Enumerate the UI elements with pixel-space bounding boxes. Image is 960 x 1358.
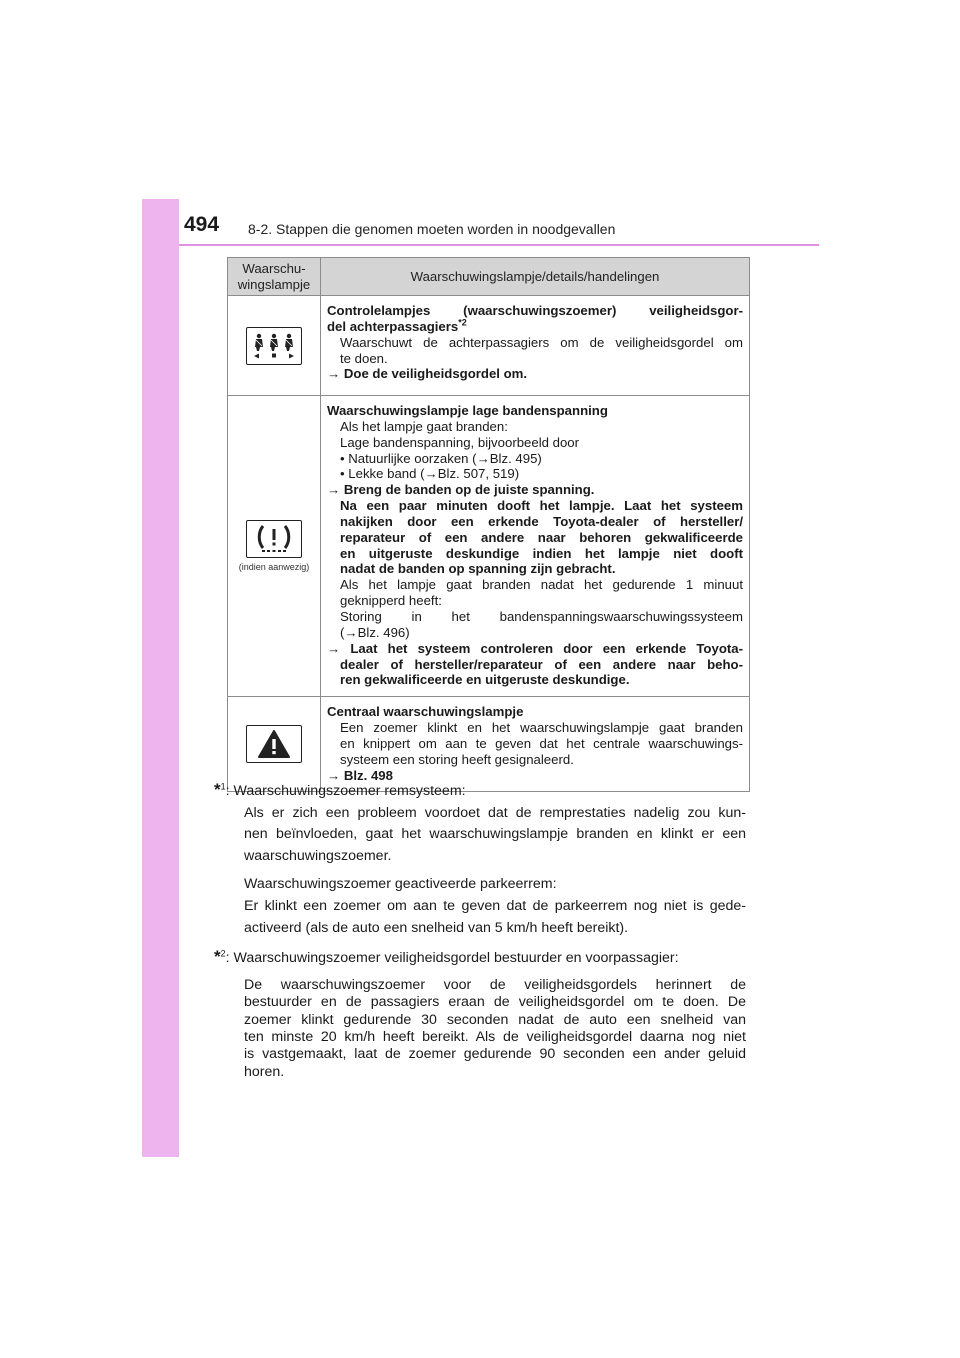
- row-desc-line: te doen.: [340, 350, 388, 366]
- column-header-details: Waarschuwingslampje/details/handelingen: [321, 258, 750, 296]
- column-header-light-text: Waarschu- wingslampje: [237, 261, 311, 292]
- icon-cell: [228, 697, 321, 792]
- bullet-item: [327, 466, 743, 482]
- spacer: [214, 939, 746, 946]
- row-title-line: Controlelampjes (waarschuwingszoemer) veiligheidsgor-: [327, 303, 743, 318]
- footnote-heading-text: : Waarschuwingszoemer veiligheidsgordel bestuurder en voorpassagier:: [225, 950, 679, 967]
- footnote-heading-text: : Waarschuwingszoemer remsysteem:: [225, 783, 466, 799]
- row-desc-line: Als het lampje gaat branden nadat het gedurende 1 minuut: [340, 577, 743, 593]
- header-rule: [179, 244, 819, 246]
- footnote-ref: *2: [458, 317, 467, 328]
- row-desc-line: Waarschuwt de achterpassagiers om de veiligheidsgordel om: [340, 334, 743, 350]
- column-header-light: [228, 258, 321, 296]
- tire-pressure-warning-icon: [246, 520, 302, 558]
- footnote-1-heading: [214, 779, 746, 803]
- page-reference: Blz. 498: [343, 767, 393, 783]
- table-row: [228, 697, 750, 792]
- footnote-line: zoemer klinkt gedurende 30 seconden nadat de auto een snelheid van: [244, 1011, 746, 1028]
- footnote-star: *: [214, 947, 221, 967]
- footnote-star: *: [214, 780, 221, 799]
- arrow-icon: →: [344, 624, 358, 640]
- row-desc-line: Een zoemer klinkt en het waarschuwingslampje gaat branden: [340, 720, 743, 736]
- row-desc-text: (: [340, 624, 345, 640]
- icon-availability-note: (indien aanwezig): [238, 561, 310, 572]
- spacer: [214, 867, 746, 874]
- footnote-line: is vastgemaakt, laat de zoemer gedurende 90 seconden een ander geluid: [244, 1046, 746, 1063]
- action-detail-line: nakijken door een erkende Toyota-dealer of hersteller/: [340, 513, 743, 529]
- bullet-text: • Natuurlijke oorzaken (: [340, 450, 477, 466]
- table-row: [228, 296, 750, 396]
- action-detail-line: reparateur of een andere naar behoren gekwalificeerde: [340, 529, 743, 545]
- warning-lights-table: [227, 257, 750, 792]
- spacer: [214, 970, 746, 977]
- arrow-icon: →: [327, 640, 341, 656]
- action-detail-line: Na een paar minuten dooft het lampje. Laat het systeem: [340, 498, 743, 514]
- footnote-line: ten minste 20 km/h heeft bereikt. Als de veiligheidsgordel daarna nog niet: [244, 1028, 746, 1045]
- row-title: Waarschuwingslampje lage bandenspanning: [327, 403, 608, 418]
- row-desc-line: Als het lampje gaat branden:: [340, 418, 508, 434]
- chapter-tab-band: [142, 199, 179, 1157]
- row-desc-line: systeem een storing heeft gesignaleerd.: [340, 751, 574, 767]
- footnote-line: activeerd (als de auto een snelheid van 5 km/h heeft bereikt).: [244, 919, 629, 936]
- row-action-text: Laat het systeem controleren door een erkende Toyota-: [350, 640, 743, 656]
- arrow-icon: →: [424, 466, 438, 482]
- row-title-text: del achterpassagiers: [327, 318, 459, 334]
- footnote-line: Er klinkt een zoemer om aan te geven dat de parkeerrem nog niet is gede-: [244, 897, 746, 914]
- footnotes: [214, 779, 746, 1081]
- arrow-icon: →: [327, 482, 341, 498]
- arrow-icon: →: [476, 450, 490, 466]
- page-reference: Blz. 507, 519): [437, 466, 520, 482]
- master-warning-icon: [246, 725, 302, 763]
- row-desc-line: Lage bandenspanning, bijvoorbeeld door: [340, 434, 580, 450]
- page-reference: Blz. 496): [357, 624, 410, 640]
- bullet-text: • Lekke band (: [340, 466, 425, 482]
- row-action: [327, 641, 743, 657]
- row-desc-line: Storing in het bandenspanningswaarschuwingssysteem: [340, 608, 743, 624]
- page-reference: Blz. 495): [489, 450, 542, 466]
- action-detail-line: dealer of hersteller/reparateur of een andere naar beho-: [340, 656, 743, 672]
- section-title: 8-2. Stappen die genomen moeten worden in noodgevallen: [248, 221, 616, 237]
- footnote-number: 1: [220, 781, 226, 792]
- icon-cell: [228, 296, 321, 396]
- details-cell: [321, 296, 750, 396]
- table-row: [228, 396, 750, 697]
- footnote-number: 2: [220, 948, 226, 959]
- rear-seatbelt-reminder-icon: [246, 327, 302, 365]
- arrow-icon: →: [327, 767, 341, 783]
- row-action: [327, 482, 743, 498]
- action-detail-line: en uitgeruste deskundige indien het lampje niet dooft: [340, 545, 743, 561]
- footnote-line: bestuurder en de passagiers eraan de veiligheidsgordel om te doen. De: [244, 994, 746, 1011]
- action-detail-line: nadat de banden op spanning zijn gebracht.: [340, 561, 616, 577]
- row-action: [327, 366, 743, 382]
- row-title: Centraal waarschuwingslampje: [327, 704, 524, 720]
- footnote-line: waarschuwingszoemer.: [244, 847, 392, 864]
- bullet-item: [327, 451, 743, 467]
- footnote-2-heading: [214, 946, 746, 970]
- arrow-icon: →: [327, 366, 341, 382]
- footnote-line: Als er zich een probleem voordoet dat de remprestaties nadelig zou kun-: [244, 804, 746, 821]
- details-cell: [321, 697, 750, 792]
- page-number: 494: [184, 213, 220, 236]
- action-detail-line: ren gekwalificeerde en uitgeruste deskundige.: [340, 672, 630, 688]
- row-desc-line: en knippert om aan te geven dat het centrale waarschuwings-: [340, 735, 743, 751]
- table-header-row: [228, 258, 750, 296]
- footnote-line: Waarschuwingszoemer geactiveerde parkeerrem:: [244, 876, 557, 893]
- row-title-line: [327, 319, 743, 335]
- row-desc-line: geknipperd heeft:: [340, 593, 442, 609]
- icon-cell: [228, 396, 321, 697]
- details-cell: [321, 396, 750, 697]
- row-action-text: Doe de veiligheidsgordel om.: [343, 366, 528, 382]
- row-desc-line: [327, 625, 743, 641]
- row-action-text: Breng de banden op de juiste spanning.: [343, 482, 595, 498]
- footnote-line: De waarschuwingszoemer voor de veiligheidsgordels herinnert de: [244, 976, 746, 993]
- footnote-line: horen.: [244, 1063, 285, 1080]
- footnote-line: nen beïnvloeden, gaat het waarschuwingslampje branden en klinkt er een: [244, 826, 746, 843]
